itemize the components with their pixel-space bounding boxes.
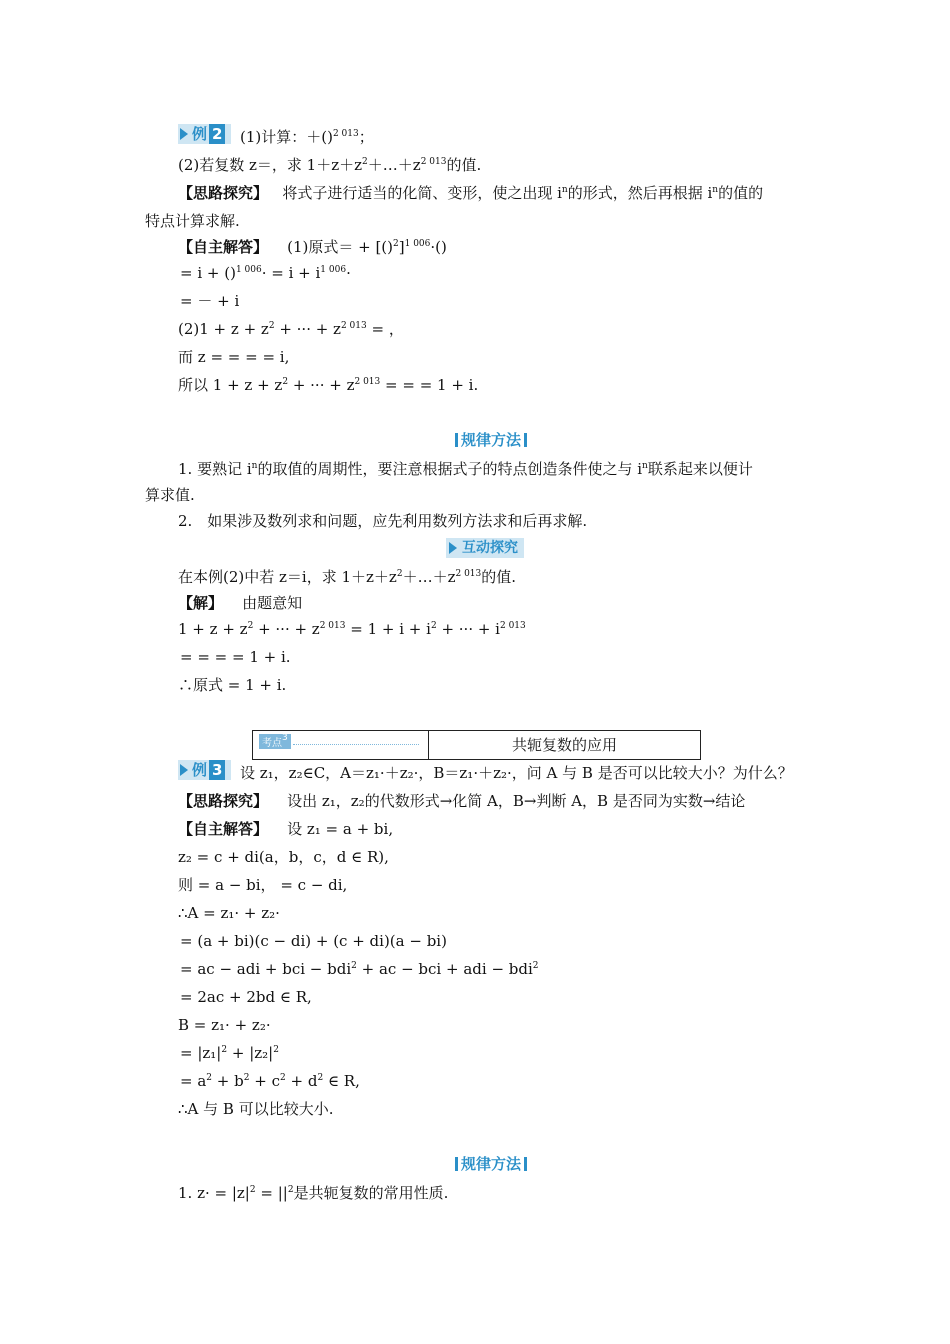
interactive-exploration-heading: 互动探究 xyxy=(446,538,524,558)
thinking-label: 【思路探究】 xyxy=(178,184,269,202)
self-answer-2-line-8: B = z₁· + z₂· xyxy=(178,1016,271,1034)
self-answer-2-line-7: = 2ac + 2bd ∈ R, xyxy=(180,988,312,1006)
self-answer-2-line-2: z₂ = c + di(a，b，c，d ∈ R), xyxy=(178,848,389,866)
topic-title: 共轭复数的应用 xyxy=(511,736,617,754)
example-2-question-2: (2)若复数 z＝，求 $1+z+z^2+\dots+z^{2 013}$的值. xyxy=(178,156,482,174)
solution-intro: 【解】 由题意知 xyxy=(178,594,303,612)
self-answer-2-line-9: = $|z_1|^2 + |z_2|^2$ xyxy=(180,1044,279,1062)
example-badge-label: 例 xyxy=(192,125,208,143)
solution-line-3: ∴原式 = 1 + i. xyxy=(178,676,287,694)
topic-tag: 考点$^3$ xyxy=(259,734,291,749)
example-badge-number: 2 xyxy=(209,124,225,144)
interactive-question: 在本例(2)中若 z＝i，求 $1+z+z^2+\dots+z^{2 013}$的值. xyxy=(178,568,517,586)
self-answer-line-1: 【自主解答】 (1)原式＝ + $[()^2]^{1 006}\cdot()$ xyxy=(178,238,447,256)
method-point-1: 1. 要熟记 $i^n$的取值的周期性，要注意根据式子的特点创造条件使之与 $i^n$联系起来以便计 xyxy=(178,460,753,478)
self-answer-2-line-3: 则 = a − bi， = c − di, xyxy=(178,876,348,894)
topic-box xyxy=(252,730,701,760)
thinking-exploration: 【思路探究】 将式子进行适当的化简、变形，使之出现 $i^n$的形式，然后再根据 $i^n$的值的 xyxy=(178,184,764,202)
method-heading-2: 规律方法 xyxy=(452,1153,530,1174)
example-2-question-1: (1)计算：＋()$^{2 013}$； xyxy=(240,128,374,146)
arrow-icon xyxy=(293,744,419,745)
thinking-exploration-2: 【思路探究】 设出 z₁，z₂的代数形式→化简 A，B→判断 A，B 是否同为实数→结论 xyxy=(178,792,746,810)
example-badge xyxy=(178,124,231,144)
solution-label: 【解】 xyxy=(178,594,224,612)
self-answer-line-2: = $i + ()^{1 006}\cdot = i + i^{1 006}\cdot$ xyxy=(180,264,351,282)
example-3-question: 设 z₁，z₂∈C，A＝z₁·＋z₂·，B＝z₁·＋z₂·，问 A 与 B 是否可以比较大小？为什么？ xyxy=(240,764,793,782)
self-answer-line-3: = － + i xyxy=(180,292,240,310)
self-answer-2-line-6: = ac − adi + bci − bdi$^2$ + ac − bci + adi − bdi$^2$ xyxy=(180,960,539,978)
self-answer-2-line-4: ∴A = z₁· + z₂· xyxy=(178,904,280,922)
solution-line-1: $1 + z + z^2$ + ··· + $z^{2 013} = 1 + i + i^2$ + ··· + $i^{2 013}$ xyxy=(178,620,526,638)
self-answer-label: 【自主解答】 xyxy=(178,238,269,256)
self-answer-2-line-11: ∴A 与 B 可以比较大小. xyxy=(178,1100,334,1118)
method-2-point-1: 1. $z\cdot = |z|^2 = ||^2$是共轭复数的常用性质. xyxy=(178,1184,449,1202)
self-answer-2-line-10: = $a^2 + b^2 + c^2 + d^2$ ∈ R, xyxy=(180,1072,360,1090)
method-point-1-cont: 算求值. xyxy=(145,486,195,504)
self-answer-2-line-5: = (a + bi)(c − di) + (c + di)(a − bi) xyxy=(180,932,447,950)
method-heading: 规律方法 xyxy=(452,429,530,450)
thinking-exploration-cont: 特点计算求解. xyxy=(145,212,240,230)
self-answer-line-5: 而 z = = = = i, xyxy=(178,348,290,366)
example-badge-3: 例 3 xyxy=(178,760,231,780)
method-point-2: 2. 如果涉及数列求和问题，应先利用数列方法求和后再求解. xyxy=(178,512,588,530)
self-answer-2-line-1: 【自主解答】 设 z₁ = a + bi, xyxy=(178,820,394,838)
self-answer-line-4: $(2)1 + z + z^2$ + ··· + $z^{2 013}$ = ， xyxy=(178,320,404,338)
self-answer-line-6: 所以 $1 + z + z^2$ + ··· + $z^{2 013}$ = = = 1 + i. xyxy=(178,376,479,394)
solution-line-2: = = = = 1 + i. xyxy=(180,648,291,666)
topic-box-label-cell xyxy=(253,731,429,759)
